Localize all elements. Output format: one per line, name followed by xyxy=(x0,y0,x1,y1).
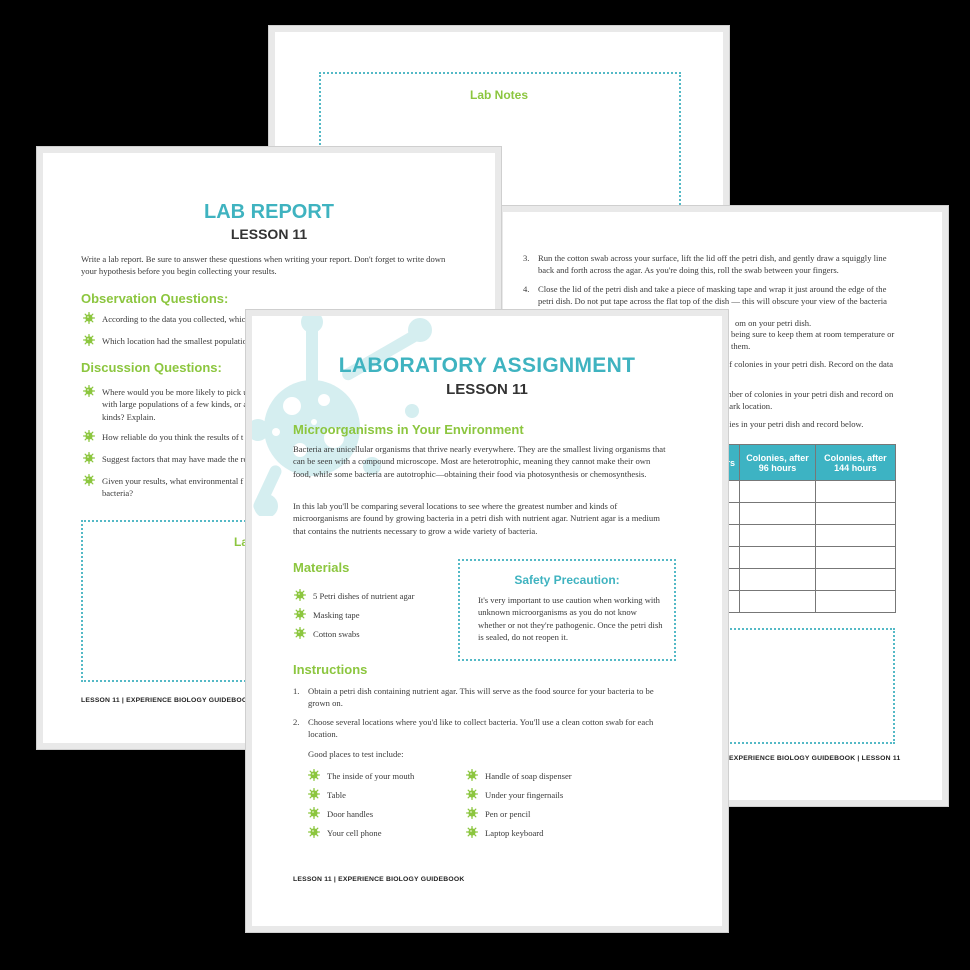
fragment-2: being sure to keep them at room temperature or xyxy=(731,329,895,339)
col-header-partial: rs xyxy=(707,445,740,481)
material-item: Cotton swabs xyxy=(294,628,360,640)
materials-heading: Materials xyxy=(293,560,350,575)
front-footer: LESSON 11 | EXPERIENCE BIOLOGY GUIDEBOOK xyxy=(293,876,465,883)
microbe-bullet-icon xyxy=(294,589,306,601)
fragment-3: them. xyxy=(731,341,751,351)
instruction-step-1: 1. Obtain a petri dish containing nutrient agar. This will serve as the food source for your bacteria to be grown on. xyxy=(293,686,654,709)
intro-paragraph-1: Bacteria are unicellular organisms that thrive nearly everywhere. They are the smallest living organisms that can be seen with a compound microscope. Most are heterotrophic, meaning they cannot make their own food, while some bacteria are autotrophic—obtaining their food via photosynthesis or chemosynthesis. xyxy=(293,444,666,479)
safety-title: Safety Precaution: xyxy=(514,573,620,587)
microbe-bullet-icon xyxy=(466,788,478,800)
place-item: Handle of soap dispenser xyxy=(466,770,572,782)
table-row xyxy=(707,481,896,503)
place-item: Your cell phone xyxy=(308,827,382,839)
good-places-label: Good places to test include: xyxy=(308,749,404,759)
right-lab-notes-box xyxy=(715,628,895,744)
table-row xyxy=(707,503,896,525)
discussion-item: How reliable do you think the results of t xyxy=(83,431,243,443)
assignment-title: LABORATORY ASSIGNMENT xyxy=(338,354,636,377)
microbe-bullet-icon xyxy=(83,334,95,346)
discussion-heading: Discussion Questions: xyxy=(81,360,222,375)
fragment-7: nies in your petri dish and record below. xyxy=(725,419,864,429)
colonies-table xyxy=(706,444,896,613)
observation-item: According to the data you collected, which xyxy=(83,313,250,325)
table-row xyxy=(707,569,896,591)
left-lab-notes-fragment: La xyxy=(234,535,249,549)
left-footer: LESSON 11 | EXPERIENCE BIOLOGY GUIDEBOOK xyxy=(81,697,253,704)
microbe-bullet-icon xyxy=(83,474,95,486)
right-footer: EXPERIENCE BIOLOGY GUIDEBOOK | LESSON 11 xyxy=(729,755,901,762)
observation-item: Which location had the smallest populatio xyxy=(83,335,247,347)
microbe-bullet-icon xyxy=(83,452,95,464)
step-3: 3. Run the cotton swab across your surface, lift the lid off the petri dish, and gently draw a squiggly line back and forth across the agar. As you're doing this, roll the swab between your fingers. xyxy=(523,253,887,276)
instruction-step-2: 2. Choose several locations where you'd like to collect bacteria. You'll use a clean cotton swab for each location. xyxy=(293,717,654,740)
place-item: Door handles xyxy=(308,808,373,820)
microbe-bullet-icon xyxy=(83,430,95,442)
lab-notes-title: Lab Notes xyxy=(469,88,528,102)
microbe-bullet-icon xyxy=(466,826,478,838)
fragment-4: of colonies in your petri dish. Record on the data xyxy=(725,359,894,369)
intro-paragraph-2: In this lab you'll be comparing several locations to see where the greatest number and kinds of microorganisms are found by growing bacteria in a petri dish with nutrient agar. Nutrient agar is a medium that contains the nutrients necessary to grow a wide variety of bacteria. xyxy=(293,501,660,536)
fragment-1: om on your petri dish. xyxy=(735,318,812,328)
place-item: Pen or pencil xyxy=(466,808,530,820)
right-lab-notes-fragment: s xyxy=(722,635,729,649)
microbe-illustration xyxy=(252,316,452,516)
discussion-item: Given your results, what environmental f bacteria? xyxy=(83,475,255,500)
fragment-6: dark location. xyxy=(725,401,773,411)
instructions-heading: Instructions xyxy=(293,662,368,677)
microbe-bullet-icon xyxy=(294,608,306,620)
microbe-bullet-icon xyxy=(466,769,478,781)
microbe-bullet-icon xyxy=(466,807,478,819)
discussion-item: Where would you be more likely to pick u with large populations of a few kinds, or a kinds? Explain. xyxy=(83,386,255,423)
assignment-subtitle: LESSON 11 xyxy=(446,381,528,398)
discussion-item: Suggest factors that may have made the re xyxy=(83,453,247,465)
microbe-bullet-icon xyxy=(83,385,95,397)
microbe-bullet-icon xyxy=(308,769,320,781)
observation-heading: Observation Questions: xyxy=(81,291,229,306)
microbe-bullet-icon xyxy=(308,788,320,800)
place-item: Table xyxy=(308,789,346,801)
step-4: 4. Close the lid of the petri dish and take a piece of masking tape and wrap it just around the edge of the petri dish. Do not put tape across the flat top of the dish — this will obscure your view of the bacteria xyxy=(523,284,887,307)
fragment-5: mber of colonies in your petri dish and record on xyxy=(725,389,894,399)
place-item: Under your fingernails xyxy=(466,789,563,801)
col-header-144: Colonies, after 144 hours xyxy=(815,445,895,481)
microbe-bullet-icon xyxy=(294,627,306,639)
table-row xyxy=(707,591,896,613)
material-item: Masking tape xyxy=(294,609,360,621)
material-item: 5 Petri dishes of nutrient agar xyxy=(294,590,414,602)
col-header-96: Colonies, after 96 hours xyxy=(740,445,816,481)
place-item: Laptop keyboard xyxy=(466,827,543,839)
lab-report-title: LAB REPORT xyxy=(204,201,334,223)
lab-report-intro: Write a lab report. Be sure to answer these questions when writing your report. Don't forget to write down your hypothesis before you begin collecting your results. xyxy=(81,254,446,277)
microbe-bullet-icon xyxy=(83,312,95,324)
section-heading: Microorganisms in Your Environment xyxy=(293,422,524,437)
table-row xyxy=(707,525,896,547)
microbe-bullet-icon xyxy=(308,826,320,838)
microbe-bullet-icon xyxy=(308,807,320,819)
laboratory-assignment-page xyxy=(252,316,722,926)
place-item: The inside of your mouth xyxy=(308,770,414,782)
table-row xyxy=(707,547,896,569)
lab-report-subtitle: LESSON 11 xyxy=(230,226,308,242)
safety-text: It's very important to use caution when working with unknown microorganisms as you do not know whether or not they're pathogenic. Once the petri dish is sealed, do not reopen it. xyxy=(478,595,663,643)
